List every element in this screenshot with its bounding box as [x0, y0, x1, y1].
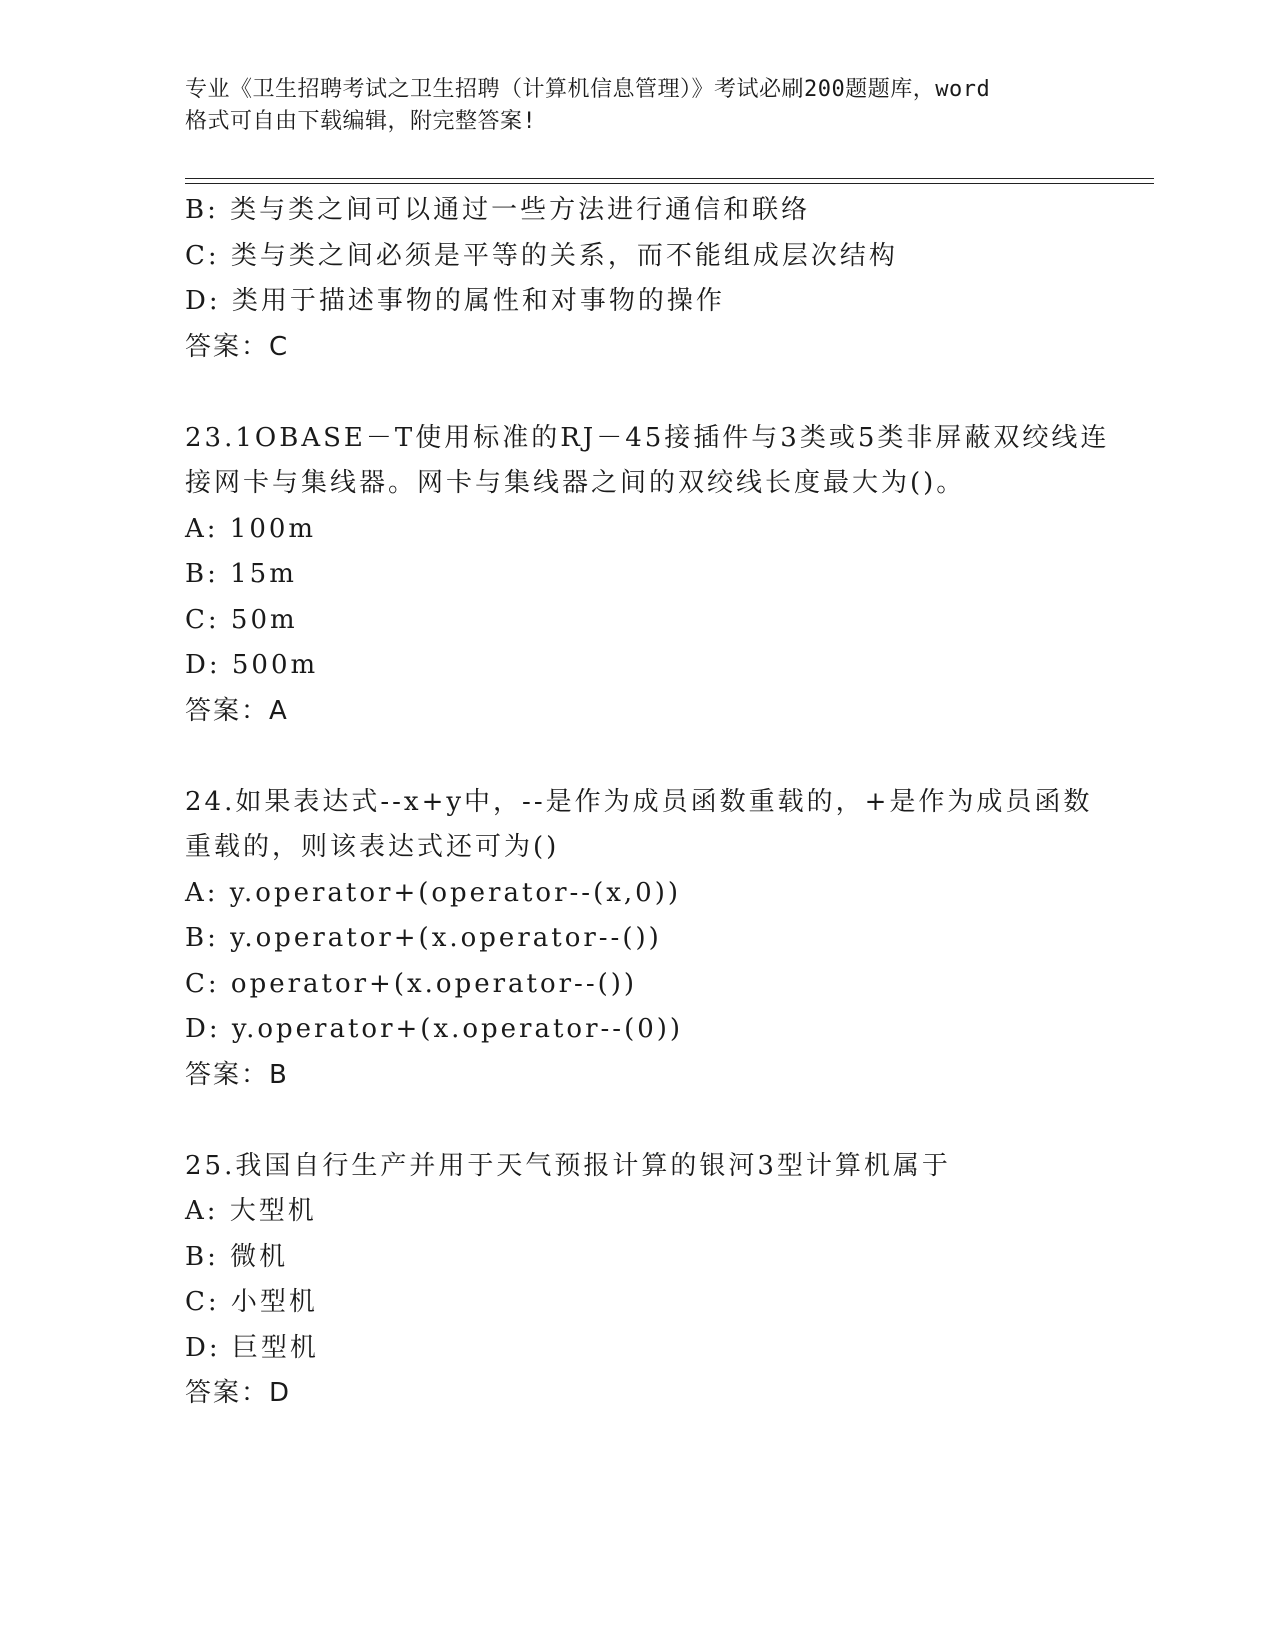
- header-divider: [185, 178, 1154, 184]
- question-24: [185, 780, 1093, 1099]
- question-23: [185, 416, 1110, 735]
- question-stem-line-2: 接网卡与集线器。网卡与集线器之间的双绞线长度最大为()。: [185, 468, 966, 498]
- question-stem-line-1: 23.1OBASE－T使用标准的RJ－45接插件与3类或5类非屏蔽双绞线连: [185, 422, 1110, 453]
- spacer: [185, 734, 1085, 780]
- option-b: B: y.operator+(x.operator--()): [185, 923, 662, 953]
- answer-line: 答案：C: [185, 331, 290, 362]
- document-header: [185, 74, 1085, 138]
- spacer: [185, 370, 1085, 416]
- option-c: C: 类与类之间必须是平等的关系，而不能组成层次结构: [185, 240, 898, 271]
- header-line-1: 专业《卫生招聘考试之卫生招聘（计算机信息管理）》考试必刷200题题库，word: [185, 77, 991, 102]
- option-a: A: 大型机: [185, 1196, 317, 1226]
- option-c: C: operator+(x.operator--()): [185, 968, 638, 999]
- option-c: C: 50m: [185, 604, 298, 635]
- option-a: A: y.operator+(operator--(x,0)): [185, 877, 681, 908]
- question-stem-line-2: 重载的，则该表达式还可为(): [185, 832, 560, 862]
- answer-line: 答案：D: [185, 1378, 292, 1408]
- document-body: [185, 188, 1110, 1417]
- option-b: B: 15m: [185, 559, 297, 589]
- option-b: B: 类与类之间可以通过一些方法进行通信和联络: [185, 195, 811, 225]
- option-b: B: 微机: [185, 1241, 289, 1272]
- option-d: D: 类用于描述事物的属性和对事物的操作: [185, 286, 725, 316]
- option-d: D: y.operator+(x.operator--(0)): [185, 1014, 684, 1044]
- question-25: [185, 1144, 1085, 1417]
- spacer: [185, 1098, 1085, 1144]
- option-d: D: 500m: [185, 650, 319, 680]
- option-d: D: 巨型机: [185, 1332, 319, 1363]
- header-line-2: 格式可自由下载编辑，附完整答案!: [185, 109, 537, 134]
- option-c: C: 小型机: [185, 1287, 318, 1317]
- answer-line: 答案：A: [185, 695, 289, 726]
- question-stem-line-1: 25.我国自行生产并用于天气预报计算的银河3型计算机属于: [185, 1150, 951, 1181]
- answer-line: 答案：B: [185, 1059, 289, 1090]
- option-a: A: 100m: [185, 513, 317, 544]
- question-22-continuation: [185, 188, 1085, 370]
- question-stem-line-1: 24.如果表达式--x+y中，--是作为成员函数重载的，+是作为成员函数: [185, 786, 1093, 817]
